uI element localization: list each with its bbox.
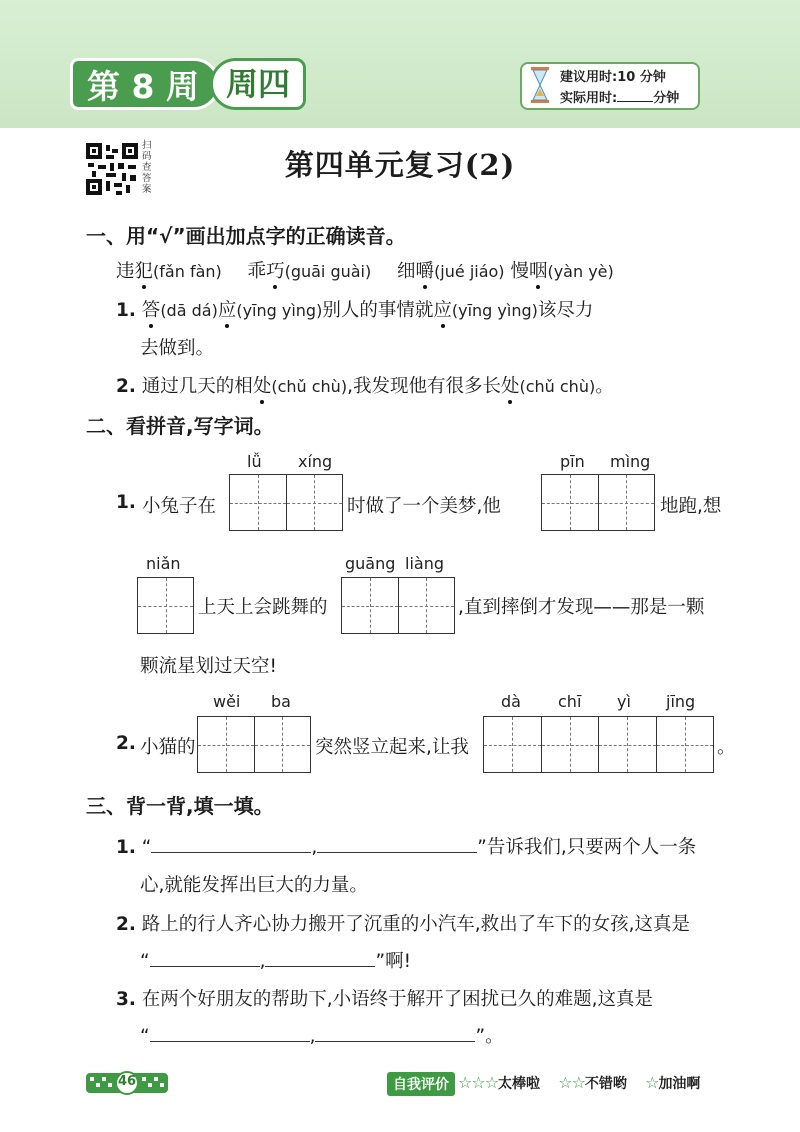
grid-cell[interactable] xyxy=(542,717,600,772)
section1-word-row xyxy=(116,257,614,283)
s2-q2-text1: 小猫的 xyxy=(140,737,196,758)
pinyin-da: dà xyxy=(501,692,521,711)
writing-grid-pinming[interactable] xyxy=(541,474,655,531)
fill-blank[interactable] xyxy=(151,838,311,853)
actual-time-suffix: 分钟 xyxy=(653,91,680,106)
star-icon[interactable]: ☆☆☆ xyxy=(458,1073,499,1092)
question-number: 1. xyxy=(116,300,136,321)
grid-cell[interactable] xyxy=(198,717,255,772)
s3-q1-line2: 心,就能发挥出巨大的力量。 xyxy=(140,875,368,896)
week-tab: 第 8 周 xyxy=(70,58,220,110)
question-number: 3. xyxy=(116,989,136,1010)
s2-q1-text1: 小兔子在 xyxy=(142,496,217,517)
s3-q2-line2 xyxy=(140,947,411,973)
pinyin-nian: niǎn xyxy=(146,554,181,573)
pinyin-pin: pīn xyxy=(560,452,585,471)
grid-cell[interactable] xyxy=(399,578,455,633)
s2-q1-text3: 地跑,想 xyxy=(660,496,722,517)
page-title: 第四单元复习(2) xyxy=(284,148,516,182)
grid-cell[interactable] xyxy=(255,717,311,772)
pinyin-ba: ba xyxy=(271,692,291,711)
pinyin-xing: xíng xyxy=(298,452,333,471)
self-eval-label: 自我评价 xyxy=(387,1072,455,1096)
dotted-char: 巧 xyxy=(266,257,285,283)
fill-blank[interactable] xyxy=(317,838,477,853)
question-number: 2. xyxy=(116,914,136,935)
suggested-time: 建议用时:10 分钟 xyxy=(560,70,666,85)
rating1-text: 太棒啦 xyxy=(498,1076,541,1092)
question-text: ,我发现他有很多长 xyxy=(347,376,501,397)
writing-grid-lvxing[interactable] xyxy=(229,474,343,531)
fill-blank[interactable] xyxy=(315,1027,475,1042)
pinyin-options[interactable]: (yàn yè) xyxy=(547,262,614,281)
pinyin-guang: guāng xyxy=(345,554,396,573)
hourglass-icon xyxy=(528,66,552,104)
grid-cell[interactable] xyxy=(657,717,714,772)
actual-time xyxy=(560,87,679,106)
fill-blank[interactable] xyxy=(150,952,260,967)
question-text: ”啊! xyxy=(375,951,411,972)
grid-cell[interactable] xyxy=(599,475,655,530)
grid-cell[interactable] xyxy=(542,475,599,530)
page-number: 46 xyxy=(117,1074,137,1089)
question-text: ”告诉我们,只要两个人一条 xyxy=(477,837,697,858)
word-char: 慢 xyxy=(510,261,529,282)
pinyin-options[interactable]: (yīng yìng) xyxy=(451,301,538,320)
pinyin-chi: chī xyxy=(558,692,582,711)
comma: , xyxy=(259,951,266,972)
s2-q1-text4: 上天上会跳舞的 xyxy=(198,597,328,618)
rating3-text: 加油啊 xyxy=(658,1076,701,1092)
writing-grid-nian[interactable] xyxy=(137,577,194,634)
pinyin-options[interactable]: (chǔ chù) xyxy=(271,377,348,396)
word-char: 乖 xyxy=(247,261,267,282)
writing-grid-weiba[interactable] xyxy=(197,716,311,773)
section1-heading: 一、用“√”画出加点字的正确读音。 xyxy=(86,224,406,248)
pinyin-jing: jīng xyxy=(666,692,696,711)
dotted-char: 嚼 xyxy=(416,257,435,283)
dotted-char: 处 xyxy=(253,372,272,398)
star-icon[interactable]: ☆☆ xyxy=(558,1073,585,1092)
section2-heading: 二、看拼音,写字词。 xyxy=(86,414,274,438)
pinyin-options[interactable]: (chǔ chù) xyxy=(519,377,596,396)
grid-cell[interactable] xyxy=(342,578,399,633)
question-text: 在两个好朋友的帮助下,小语终于解开了困扰已久的难题,这真是 xyxy=(141,989,654,1010)
question-number: 1. xyxy=(116,492,136,513)
rating2-text: 不错哟 xyxy=(584,1076,627,1092)
question-text: 通过几天的相 xyxy=(141,376,253,397)
grid-cell[interactable] xyxy=(599,717,657,772)
pinyin-lv: lǚ xyxy=(247,452,262,471)
pinyin-options[interactable]: (yīng yìng) xyxy=(236,301,323,320)
dotted-char: 犯 xyxy=(135,257,154,283)
s2-q1-line3: 颗流星划过天空! xyxy=(140,656,277,677)
word-3 xyxy=(397,261,505,282)
comma: , xyxy=(311,837,318,858)
grid-cell[interactable] xyxy=(230,475,287,530)
quote-open: “ xyxy=(141,837,152,858)
pinyin-yi: yì xyxy=(617,692,631,711)
s3-q3 xyxy=(116,985,653,1011)
day-tab: 周四 xyxy=(210,58,306,110)
s2-q2-text3: 。 xyxy=(717,737,736,758)
rating-row xyxy=(458,1073,700,1093)
pinyin-ming: mìng xyxy=(610,452,651,471)
word-char: 违 xyxy=(116,261,135,282)
dotted-char: 应 xyxy=(218,296,237,322)
writing-grid-guangliang[interactable] xyxy=(341,577,455,634)
question-text: 路上的行人齐心协力搬开了沉重的小汽车,救出了车下的女孩,这真是 xyxy=(141,914,691,935)
dotted-char: 咽 xyxy=(529,257,548,283)
section1-q1 xyxy=(116,296,593,322)
question-text: 。 xyxy=(595,376,614,397)
section3-heading: 三、背一背,填一填。 xyxy=(86,794,274,818)
section1-q1-line2: 去做到。 xyxy=(140,338,215,359)
s2-q2-text2: 突然竖立起来,让我 xyxy=(315,737,469,758)
word-1 xyxy=(116,261,222,282)
word-4 xyxy=(510,261,613,282)
question-text: 别人的事情就 xyxy=(322,300,434,321)
dotted-char: 处 xyxy=(501,372,520,398)
s3-q3-line2 xyxy=(140,1022,504,1048)
dotted-char: 应 xyxy=(433,296,452,322)
quote-open: “ xyxy=(140,1026,150,1047)
pinyin-options[interactable]: (jué jiáo) xyxy=(434,262,505,281)
page-number-badge xyxy=(86,1071,168,1095)
question-text: 该尽力 xyxy=(537,300,594,321)
question-number: 2. xyxy=(116,733,136,754)
grid-cell[interactable] xyxy=(287,475,343,530)
pinyin-options[interactable]: (fǎn fàn) xyxy=(153,262,222,281)
s3-q2 xyxy=(116,910,690,936)
pinyin-options[interactable]: (dā dá) xyxy=(160,301,218,320)
s2-q1-num xyxy=(116,492,136,513)
comma: , xyxy=(309,1026,316,1047)
dotted-char: 答 xyxy=(142,296,161,322)
writing-grid-dachiyijing[interactable] xyxy=(483,716,714,773)
section1-q2 xyxy=(116,372,614,398)
pinyin-options[interactable]: (guāi guài) xyxy=(284,262,372,281)
question-text: ”。 xyxy=(475,1026,504,1047)
word-2 xyxy=(248,261,372,282)
question-number: 1. xyxy=(116,837,136,858)
actual-time-blank[interactable] xyxy=(617,89,653,102)
s3-q1 xyxy=(116,833,696,859)
quote-open: “ xyxy=(140,951,150,972)
fill-blank[interactable] xyxy=(150,1027,310,1042)
pinyin-liang: liàng xyxy=(405,554,444,573)
pinyin-wei: wěi xyxy=(213,692,241,711)
star-icon[interactable]: ☆ xyxy=(645,1073,659,1092)
grid-cell[interactable] xyxy=(138,578,193,633)
fill-blank[interactable] xyxy=(265,952,375,967)
s2-q1-text5: ,直到摔倒才发现——那是一颗 xyxy=(458,597,705,618)
grid-cell[interactable] xyxy=(484,717,542,772)
s2-q2-num xyxy=(116,733,136,754)
s2-q1-text2: 时做了一个美梦,他 xyxy=(347,496,501,517)
actual-time-prefix: 实际用时: xyxy=(560,91,618,106)
qr-label: 扫码查答案 xyxy=(142,140,152,195)
word-char: 细 xyxy=(397,261,416,282)
question-number: 2. xyxy=(116,376,136,397)
